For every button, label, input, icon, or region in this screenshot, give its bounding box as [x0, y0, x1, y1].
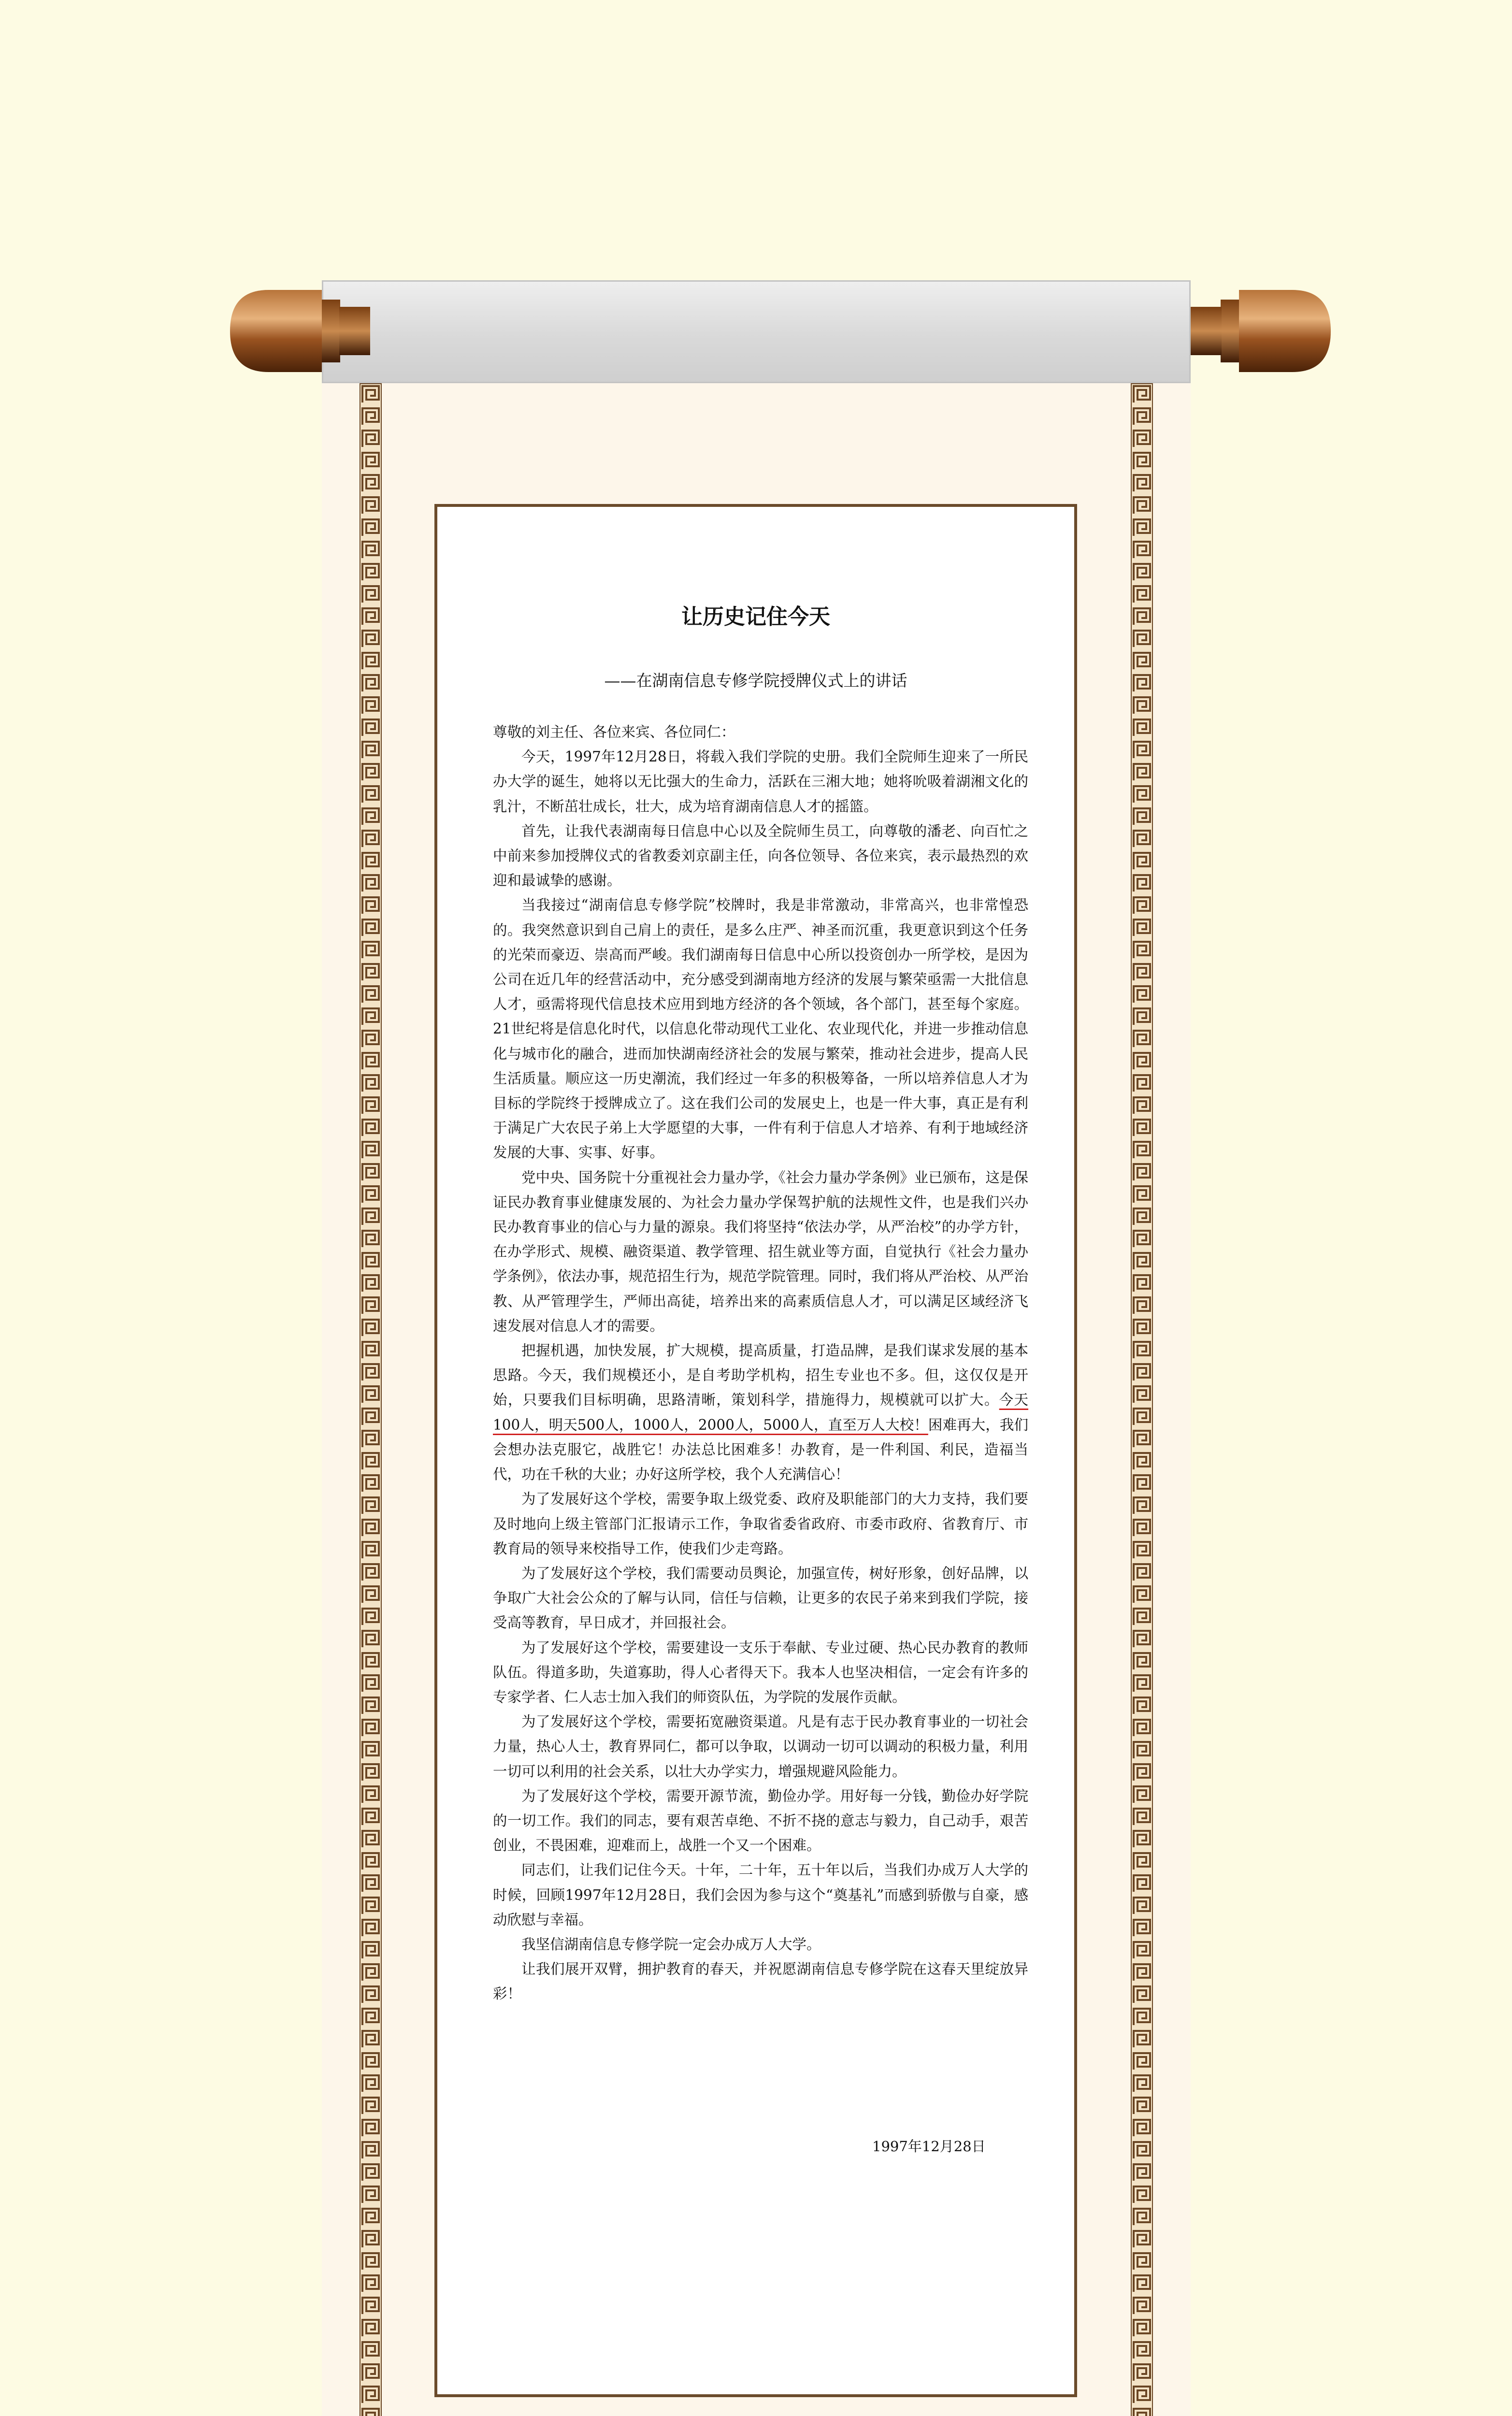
right-fret-border-icon [1131, 383, 1153, 2416]
letter-subtitle: ——在湖南信息专修学院授牌仪式上的讲话 [604, 671, 907, 690]
paragraph: 为了发展好这个学校，需要争取上级党委、政府及职能部门的大力支持，我们要及时地向上级主管部门汇报请示工作，争取省委省政府、市委市政府、省教育厅、市教育局的领导来校指导工作，使我们少走弯路。 [493, 1491, 1028, 1557]
growth-text: 困难再大，我们会想办法克服它，战胜它！办法总比困难多！办教育，是一件利国、利民，造福当代，功在千秋的大业；办好这所学校，我个人充满信心！ [493, 1416, 1028, 1483]
paragraph: 首先，让我代表湖南每日信息中心以及全院师生员工，向尊敬的潘老、向百忙之中前来参加授牌仪式的省教委刘京副主任，向各位领导、各位来宾，表示最热烈的欢迎和最诚挚的感谢。 [493, 822, 1028, 889]
paragraph: 当我接过“湖南信息专修学院”校牌时，我是非常激动，非常高兴，也非常惶恐的。我突然意识到自己肩上的责任，是多么庄严、神圣而沉重，我更意识到这个任务的光荣而豪迈、崇高而严峻。我们湖南每日信息中心所以投资创办一所学校，是因为公司在近几年的经营活动中，充分感受到湖南地方经济的发展与繁荣亟需一大批信息人才，亟需将现代信息技术应用到地方经济的各个领域，各个部门，甚至每个家庭。21世纪将是信息化时代，以信息化带动现代工业化、农业现代化，并进一步推动信息化与城市化的融合，进而加快湖南经济社会的发展与繁荣，推动社会进步，提高人民生活质量。顺应这一历史潮流，我们经过一年多的积极筹备，一所以培养信息人才为目标的学院终于授牌成立了。这在我们公司的发展史上，也是一件大事，真正是有利于满足广大农民子弟上大学愿望的大事，一件有利于信息人才培养、有利于地域经济发展的大事、实事、好事。 [493, 897, 1028, 1161]
letter-body [493, 720, 1028, 2007]
salutation: 尊敬的刘主任、各位来宾、各位同仁： [493, 724, 735, 740]
top-right-rod-knob-icon [1191, 285, 1336, 377]
paragraph: 为了发展好这个学校，需要拓宽融资渠道。凡是有志于民办教育事业的一切社会力量，热心人士，教育界同仁，都可以争取，以调动一切可以调动的积极力量，利用一切可以利用的社会关系，以壮大办学实力，增强规避风险能力。 [493, 1713, 1028, 1780]
paragraph-growth [493, 1338, 1028, 1487]
growth-text: 把握机遇，加快发展，扩大规模，提高质量，打造品牌，是我们谋求发展的基本思路。今天，我们规模还小，是自考助学机构，招生专业也不多。但，这仅仅是开始，只要我们目标明确，思路清晰，策划科学，措施得力，规模就可以扩大。 [493, 1342, 1028, 1409]
letter-title: 让历史记住今天 [681, 604, 830, 629]
paragraph: 我坚信湖南信息专修学院一定会办成万人大学。 [521, 1936, 821, 1953]
top-scroll-rod [322, 280, 1191, 383]
paragraph: 同志们，让我们记住今天。十年，二十年，五十年以后，当我们办成万人大学的时候，回顾1997年12月28日，我们会因为参与这个“奠基礼”而感到骄傲与自豪，感动欣慰与幸福。 [493, 1862, 1028, 1928]
paragraph: 让我们展开双臂，拥护教育的春天，并祝愿湖南信息专修学院在这春天里绽放异彩！ [493, 1961, 1028, 2002]
letter-date: 1997年12月28日 [872, 2138, 986, 2155]
paragraph: 党中央、国务院十分重视社会力量办学，《社会力量办学条例》业已颁布，这是保证民办教育事业健康发展的、为社会力量办学保驾护航的法规性文件，也是我们兴办民办教育事业的信心与力量的源泉。我们将坚持“依法办学，从严治校”的办学方针，在办学形式、规模、融资渠道、教学管理、招生就业等方面，自觉执行《社会力量办学条例》，依法办事，规范招生行为，规范学院管理。同时，我们将从严治校、从严治教、从严管理学生，严师出高徒，培养出来的高素质信息人才，可以满足区域经济飞速发展对信息人才的需要。 [493, 1169, 1028, 1334]
highlighted-goal: 今天100人，明天500人，1000人，2000人，5000人，直至万人大校！ [493, 1392, 1028, 1433]
paragraph: 为了发展好这个学校，我们需要动员舆论，加强宣传，树好形象，创好品牌，以争取广大社会公众的了解与认同，信任与信赖，让更多的农民子弟来到我们学院，接受高等教育，早日成才，并回报社会。 [493, 1565, 1028, 1631]
paragraph: 今天，1997年12月28日，将载入我们学院的史册。我们全院师生迎来了一所民办大学的诞生，她将以无比强大的生命力，活跃在三湘大地；她将吮吸着湖湘文化的乳汁，不断茁壮成长，壮大，成为培育湖南信息人才的摇篮。 [493, 748, 1028, 815]
paragraph: 为了发展好这个学校，需要建设一支乐于奉献、专业过硬、热心民办教育的教师队伍。得道多助，失道寡助，得人心者得天下。我本人也坚决相信，一定会有许多的专家学者、仁人志士加入我们的师资队伍，为学院的发展作贡献。 [493, 1639, 1028, 1705]
left-fret-border-icon [360, 383, 382, 2416]
top-left-rod-knob-icon [225, 285, 370, 377]
paragraph: 为了发展好这个学校，需要开源节流，勤俭办学。用好每一分钱，勤俭办好学院的一切工作。我们的同志，要有艰苦卓绝、不折不挠的意志与毅力，自己动手，艰苦创业，不畏困难，迎难而上，战胜一个又一个困难。 [493, 1787, 1028, 1854]
